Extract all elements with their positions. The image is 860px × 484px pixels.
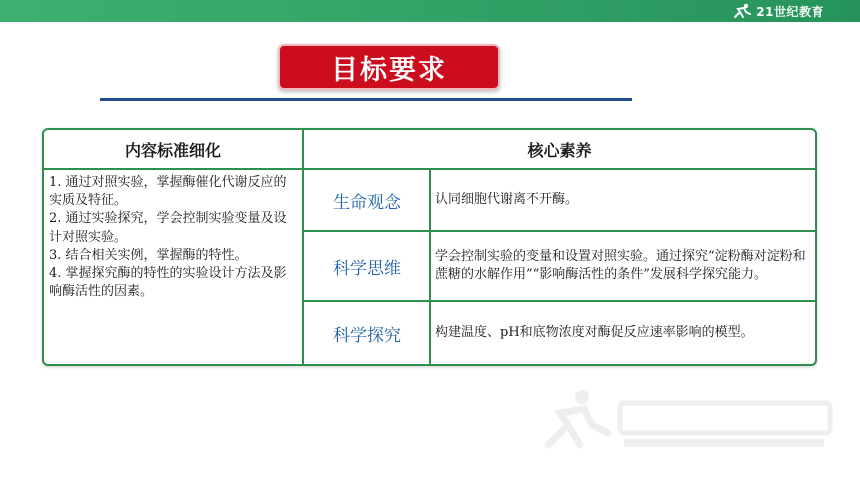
category-scientific-inquiry: 科学探究 (333, 325, 401, 346)
slide-title: 目标要求 (278, 44, 500, 90)
objectives-table (42, 128, 817, 366)
list-item: 3. 结合相关实例，掌握酶的特性。 (49, 247, 248, 263)
runner-watermark-icon (540, 385, 840, 455)
header-content-standard: 内容标准细化 (124, 140, 221, 160)
description-scientific-inquiry: 构建温度、pH和底物浓度对酶促反应速率影响的模型。 (435, 324, 754, 340)
runner-logo-icon (731, 3, 753, 19)
logo-text: 21世纪教育 (756, 4, 824, 19)
title-underline (100, 98, 632, 101)
content-standard-list (49, 174, 295, 301)
column-divider (302, 130, 304, 364)
description-scientific-thinking: 学会控制实验的变量和设置对照实验。通过探究“淀粉酶对淀粉和蔗糖的水解作用”“影响酶活性的条件”发展科学探究能力。 (435, 248, 806, 282)
category-divider (429, 170, 431, 364)
header-core-literacy: 核心素养 (527, 140, 592, 160)
description-life-concept: 认同细胞代谢离不开酶。 (435, 191, 579, 207)
category-life-concept: 生命观念 (333, 192, 401, 213)
list-item: 1. 通过对照实验，掌握酶催化代谢反应的实质及特征。 (49, 175, 287, 209)
top-banner (0, 0, 860, 22)
list-item: 2. 通过实验探究，学会控制实验变量及设计对照实验。 (49, 211, 287, 245)
category-scientific-thinking: 科学思维 (333, 258, 401, 279)
list-item: 4. 掌握探究酶的特性的实验设计方法及影响酶活性的因素。 (49, 266, 287, 300)
brand-logo (731, 3, 824, 19)
